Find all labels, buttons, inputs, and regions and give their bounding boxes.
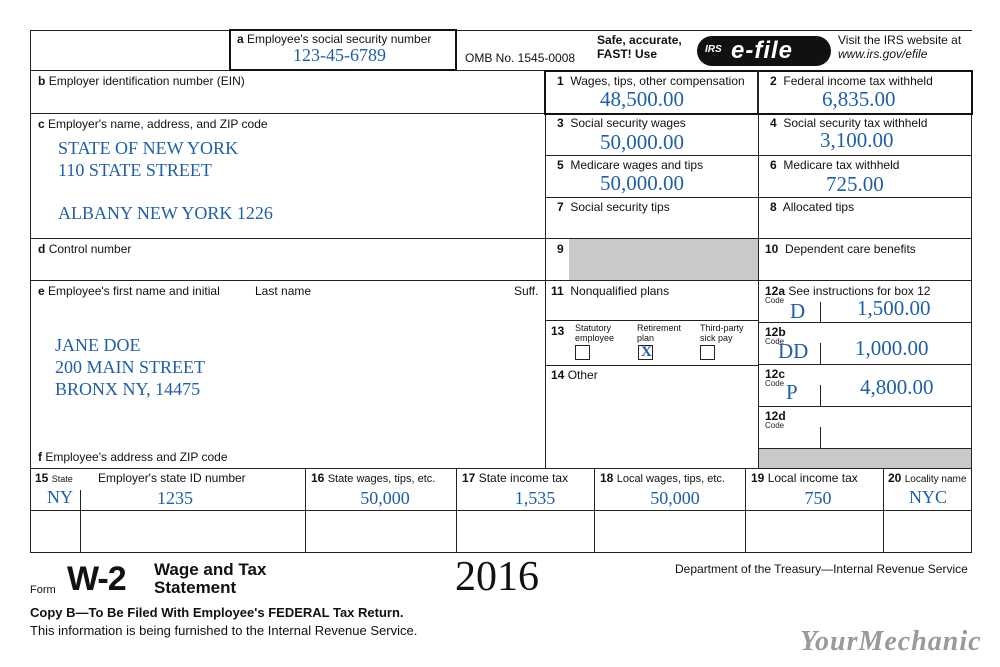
box-10-label: 10 Dependent care benefits <box>765 242 916 256</box>
box-12d-label: 12d <box>765 409 786 423</box>
last-name-label: Last name <box>255 284 312 298</box>
state-value: NY <box>47 487 73 507</box>
third-party-sick-pay-checkbox[interactable] <box>700 345 715 360</box>
state-wages-value: 50,000 <box>360 488 410 508</box>
box-12a-label: 12a See instructions for box 12 <box>765 284 931 298</box>
box-14-label: 14 Other <box>551 368 598 382</box>
box-12b-code: DD <box>778 339 809 363</box>
box-12c-value: 4,800.00 <box>860 375 934 399</box>
employee-name: JANE DOE <box>55 335 141 355</box>
employee-street: 200 MAIN STREET <box>55 357 205 377</box>
department-text: Department of the Treasury—Internal Revenue Service <box>675 562 968 576</box>
box-13-label: 13 <box>551 324 565 338</box>
local-wages-value: 50,000 <box>650 488 700 508</box>
box-d-label: d Control number <box>38 242 132 256</box>
state-id-value: 1235 <box>157 488 193 508</box>
box-15-label: 15 State <box>35 471 73 485</box>
box-a-label: a Employee's social security number <box>237 32 432 46</box>
info-text: This information is being furnished to the Internal Revenue Service. <box>30 623 418 638</box>
omb-number: OMB No. 1545-0008 <box>465 51 576 65</box>
box-12a-code: D <box>790 299 806 323</box>
ssn-value: 123-45-6789 <box>293 45 386 65</box>
form-name: W-2 <box>67 560 126 598</box>
visit-irs-text: Visit the IRS website at www.irs.gov/efile <box>838 33 962 61</box>
box-5-value: 50,000.00 <box>600 171 684 195</box>
third-party-sick-pay-label: Third-party sick pay <box>700 323 744 343</box>
box-3-label: 3 Social security wages <box>557 116 686 130</box>
box-16-label: 16 State wages, tips, etc. <box>311 471 436 485</box>
local-tax-value: 750 <box>804 488 832 508</box>
box-f-label: f Employee's address and ZIP code <box>38 450 228 464</box>
retirement-plan-check-mark: X <box>641 344 652 360</box>
box-b-label: b Employer identification number (EIN) <box>38 74 245 88</box>
box-12c-label: 12c <box>765 367 786 381</box>
box-12b-label: 12b <box>765 325 786 339</box>
box-9-shaded <box>569 239 758 280</box>
box-11-label: 11 Nonqualified plans <box>551 284 670 298</box>
box-19-label: 19 Local income tax <box>751 471 858 485</box>
box-1-value: 48,500.00 <box>600 87 684 111</box>
box-12c-code-label: Code <box>765 379 785 388</box>
box-6-value: 725.00 <box>826 172 884 196</box>
locality-value: NYC <box>908 487 947 507</box>
statutory-employee-label: Statutory employee <box>575 323 615 343</box>
box-4-label: 4 Social security tax withheld <box>770 116 928 130</box>
box-1-label: 1 Wages, tips, other compensation <box>557 74 745 88</box>
form-title-block <box>30 558 330 602</box>
box-12a-value: 1,500.00 <box>857 296 931 320</box>
safe-accurate-text: Safe, accurate, FAST! Use <box>597 33 682 61</box>
box-12c-code: P <box>786 380 798 404</box>
statutory-employee-checkbox[interactable] <box>575 345 590 360</box>
box-c-label: c Employer's name, address, and ZIP code <box>38 117 268 131</box>
box-18-label: 18 Local wages, tips, etc. <box>600 471 725 485</box>
box-8-label: 8 Allocated tips <box>770 200 855 214</box>
efile-logo-text: e-file <box>731 37 794 64</box>
box-20-label: 20 Locality name <box>888 471 967 485</box>
employer-city: ALBANY NEW YORK 1226 <box>58 203 273 223</box>
suffix-label: Suff. <box>514 284 539 298</box>
form-word: Form <box>30 584 56 596</box>
box-3-value: 50,000.00 <box>600 130 684 154</box>
box-4-value: 3,100.00 <box>820 128 894 152</box>
box-12a-code-label: Code <box>765 296 785 305</box>
box-12b-value: 1,000.00 <box>855 336 929 360</box>
box-12-shaded-strip <box>759 449 971 468</box>
box-7-label: 7 Social security tips <box>557 200 670 214</box>
irs-logo-text: IRS <box>705 44 722 55</box>
employer-name: STATE OF NEW YORK <box>58 138 239 158</box>
box-9-label: 9 <box>557 242 564 256</box>
state-tax-value: 1,535 <box>514 488 556 508</box>
form-title-line1: Wage and Tax <box>154 560 267 579</box>
efile-logo <box>697 36 831 66</box>
yourmechanic-watermark: YourMechanic <box>800 626 982 657</box>
copy-b-text: Copy B—To Be Filed With Employee's FEDERAL Tax Return. <box>30 605 404 620</box>
employee-city: BRONX NY, 14475 <box>55 379 201 399</box>
box-17-label: 17 State income tax <box>462 471 569 485</box>
employer-state-id-label: Employer's state ID number <box>98 471 246 485</box>
box-12d-code-label: Code <box>765 421 785 430</box>
box-2-value: 6,835.00 <box>822 87 896 111</box>
box-5-label: 5 Medicare wages and tips <box>557 158 704 172</box>
box-2-label: 2 Federal income tax withheld <box>770 74 933 88</box>
employer-street: 110 STATE STREET <box>58 160 212 180</box>
box-6-label: 6 Medicare tax withheld <box>770 158 900 172</box>
box-12b-code-label: Code <box>765 337 785 346</box>
retirement-plan-checkbox[interactable] <box>638 345 653 360</box>
retirement-plan-label: Retirement plan <box>637 323 682 343</box>
box-e-label: e Employee's first name and initial <box>38 284 220 298</box>
form-title-line2: Statement <box>154 578 237 597</box>
tax-year: 2016 <box>455 554 539 600</box>
